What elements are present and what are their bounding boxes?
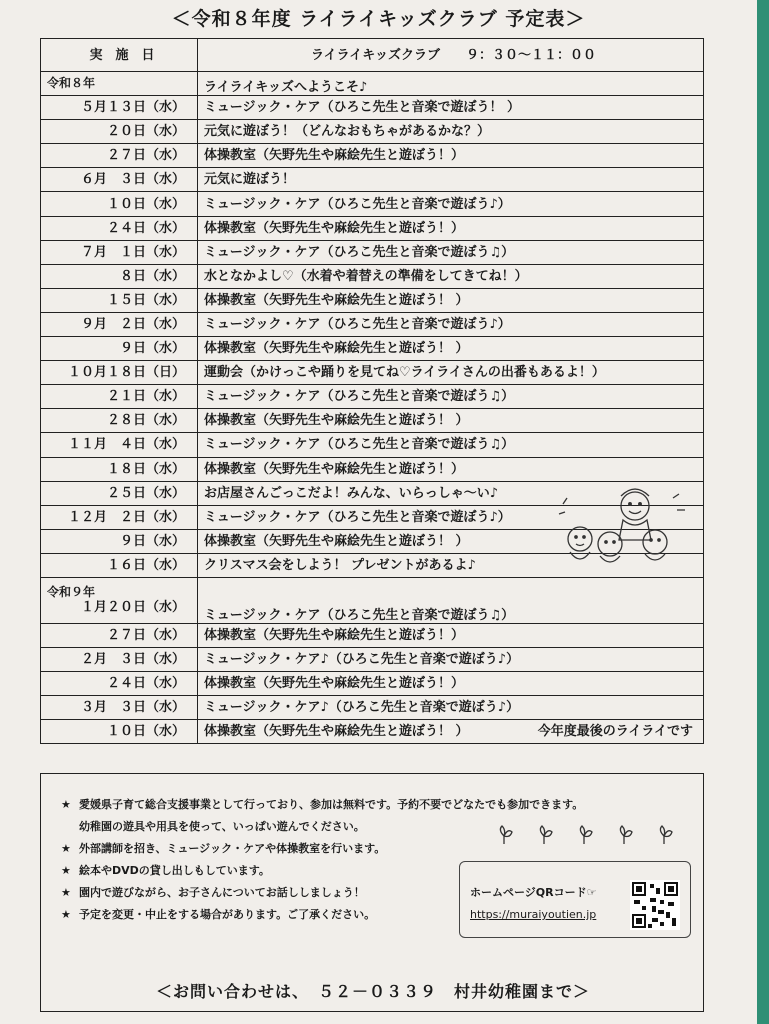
date-text: ９日（水） (119, 533, 185, 549)
event-cell (198, 72, 704, 96)
date-text: ３月 ３日（水） (80, 700, 185, 716)
date-text: ２月 ３日（水） (80, 652, 185, 668)
star-icon: ★ (61, 864, 71, 877)
date-text: １５日（水） (106, 292, 185, 308)
date-text: ８日（水） (119, 268, 185, 284)
date-cell (41, 72, 198, 96)
event-cell (198, 409, 704, 433)
date-cell (41, 96, 198, 120)
date-cell (41, 623, 198, 647)
date-cell (41, 505, 198, 529)
event-cell (198, 433, 704, 457)
star-icon: ★ (61, 842, 71, 855)
header-date: 実 施 日 (41, 39, 198, 72)
event-cell (198, 457, 704, 481)
table-row (41, 192, 704, 216)
date-text: １８日（水） (106, 461, 185, 477)
table-header-row (41, 39, 704, 72)
table-row (41, 240, 704, 264)
date-text: １１月 ４日（水） (67, 437, 185, 453)
event-cell (198, 120, 704, 144)
date-text: ２４日（水） (106, 220, 185, 236)
era-label: 令和９年 (47, 585, 96, 600)
event-text: お店屋さんごっこだよ！みんな、いらっしゃ～い♪ (204, 485, 499, 501)
table-row (41, 120, 704, 144)
event-text: ライライキッズへようこそ♪ (204, 80, 368, 96)
date-cell (41, 577, 198, 623)
table-row (41, 409, 704, 433)
homepage-link[interactable]: https://muraiyoutien.jp (470, 908, 597, 921)
event-text: 水となかよし♡（水着や着替えの準備をしてきてね！） (204, 268, 528, 284)
header-event: ライライキッズクラブ ９：３０～１１：００ (198, 39, 704, 72)
event-cell (198, 168, 704, 192)
date-text: １０日（水） (106, 196, 185, 212)
event-cell (198, 192, 704, 216)
table-row (41, 457, 704, 481)
table-row (41, 720, 704, 744)
date-cell (41, 385, 198, 409)
flower-doodles-icon (496, 824, 686, 850)
date-cell (41, 337, 198, 361)
note-text: 幼稚園の遊具や用具を使って、いっぱい遊んでください。 (79, 820, 365, 833)
date-cell (41, 192, 198, 216)
date-cell (41, 216, 198, 240)
date-cell (41, 648, 198, 672)
event-text: 体操教室（矢野先生や麻絵先生と遊ぼう！） (204, 676, 465, 692)
event-text: ミュージック・ケア（ひろこ先生と音楽で遊ぼう♪） (204, 196, 511, 212)
event-cell (198, 288, 704, 312)
star-icon: ★ (61, 908, 71, 921)
date-cell (41, 457, 198, 481)
date-text: ２８日（水） (106, 413, 185, 429)
event-cell (198, 672, 704, 696)
star-icon: ★ (61, 886, 71, 899)
table-row (41, 433, 704, 457)
date-text: １２月 ２日（水） (67, 509, 185, 525)
event-text: ミュージック・ケア（ひろこ先生と音楽で遊ぼう！ ） (204, 100, 521, 116)
table-row (41, 312, 704, 336)
table-row (41, 337, 704, 361)
table-row (41, 216, 704, 240)
date-cell (41, 312, 198, 336)
final-session-note: 今年度最後のライライです (537, 724, 693, 740)
date-cell (41, 553, 198, 577)
event-text: ミュージック・ケア（ひろこ先生と音楽で遊ぼう♫） (204, 437, 515, 453)
event-text: 体操教室（矢野先生や麻絵先生と遊ぼう！ ） (204, 413, 469, 429)
star-icon: ★ (61, 798, 71, 811)
event-cell (198, 312, 704, 336)
notes-box (40, 773, 704, 1012)
event-cell (198, 216, 704, 240)
date-text: ２７日（水） (106, 148, 185, 164)
qr-label: ホームページQRコード☞ (470, 886, 597, 899)
table-row (41, 144, 704, 168)
event-text: 体操教室（矢野先生や麻絵先生と遊ぼう！） (204, 628, 465, 644)
table-row (41, 696, 704, 720)
date-text: １０月１８日（日） (67, 365, 185, 381)
note-text: 園内で遊びながら、お子さんについてお話ししましょう！ (79, 886, 365, 899)
event-text: ミュージック・ケア（ひろこ先生と音楽で遊ぼう♫） (204, 389, 515, 405)
contact-footer: ＜お問い合わせは、 ５２－０３３９ 村井幼稚園まで＞ (155, 982, 590, 1001)
date-text: ９日（水） (119, 341, 185, 357)
date-cell (41, 672, 198, 696)
event-cell (198, 696, 704, 720)
note-item (61, 794, 701, 816)
table-row (41, 577, 704, 623)
event-cell (198, 720, 704, 744)
schedule-table (40, 38, 704, 744)
table-row (41, 168, 704, 192)
event-cell (198, 337, 704, 361)
qr-code-icon[interactable] (630, 880, 680, 930)
table-row (41, 385, 704, 409)
table-row (41, 361, 704, 385)
event-text: 体操教室（矢野先生や麻絵先生と遊ぼう！ ） (204, 533, 469, 549)
date-text: １６日（水） (106, 557, 185, 573)
event-text: 体操教室（矢野先生や麻絵先生と遊ぼう！ ） (204, 292, 469, 308)
date-text: ６月 ３日（水） (80, 172, 185, 188)
event-cell (198, 648, 704, 672)
date-cell (41, 264, 198, 288)
table-row (41, 623, 704, 647)
background-edge (757, 0, 769, 1024)
event-text: 元気に遊ぼう！（どんなおもちゃがあるかな？） (204, 124, 491, 140)
event-text: ミュージック・ケア（ひろこ先生と音楽で遊ぼう♪） (204, 509, 511, 525)
table-row (41, 264, 704, 288)
date-cell (41, 240, 198, 264)
event-cell (198, 240, 704, 264)
qr-panel (459, 861, 691, 938)
event-text: ミュージック・ケア（ひろこ先生と音楽で遊ぼう♫） (204, 607, 515, 623)
date-cell (41, 361, 198, 385)
event-text: ミュージック・ケア（ひろこ先生と音楽で遊ぼう♫） (204, 244, 515, 260)
date-cell (41, 433, 198, 457)
event-cell (198, 264, 704, 288)
event-text: 体操教室（矢野先生や麻絵先生と遊ぼう！ ） (204, 341, 469, 357)
note-text: 愛媛県子育て総合支援事業として行っており、参加は無料です。予約不要でどなたでも参加できます。 (79, 798, 584, 811)
note-text: 予定を変更・中止をする場合があります。ご了承ください。 (79, 908, 376, 921)
table-row (41, 288, 704, 312)
date-cell (41, 696, 198, 720)
date-cell (41, 529, 198, 553)
date-text: ５月１３日（水） (80, 100, 185, 116)
event-text: 体操教室（矢野先生や麻絵先生と遊ぼう！） (204, 148, 465, 164)
event-cell (198, 385, 704, 409)
date-text: ２５日（水） (106, 485, 185, 501)
page-title: ＜令和８年度 ライライキッズクラブ 予定表＞ (171, 8, 586, 30)
date-text: ２０日（水） (106, 124, 185, 140)
children-illustration (555, 484, 695, 574)
event-text: ミュージック・ケア（ひろこ先生と音楽で遊ぼう♪） (204, 316, 511, 332)
event-cell (198, 623, 704, 647)
table-row (41, 96, 704, 120)
event-text: 体操教室（矢野先生や麻絵先生と遊ぼう！） (204, 461, 465, 477)
date-cell (41, 720, 198, 744)
date-text: ２７日（水） (106, 628, 185, 644)
date-cell (41, 144, 198, 168)
event-text: 体操教室（矢野先生や麻絵先生と遊ぼう！） (204, 220, 465, 236)
date-text: ７月 １日（水） (80, 244, 185, 260)
date-cell (41, 120, 198, 144)
date-cell (41, 481, 198, 505)
table-row (41, 72, 704, 96)
event-text: 運動会（かけっこや踊りを見てね♡ライライさんの出番もあるよ！） (204, 365, 605, 381)
event-text: ミュージック・ケア♪（ひろこ先生と音楽で遊ぼう♪） (204, 700, 520, 716)
date-cell (41, 409, 198, 433)
date-text: １０日（水） (106, 724, 185, 740)
event-text: 元気に遊ぼう！ (204, 172, 296, 188)
event-cell (198, 144, 704, 168)
table-row (41, 672, 704, 696)
era-label: 令和８年 (47, 76, 96, 91)
event-text: 体操教室（矢野先生や麻絵先生と遊ぼう！ ） (204, 724, 469, 740)
date-text: １月２０日（水） (80, 600, 185, 616)
date-text: ９月 ２日（水） (80, 316, 185, 332)
event-text: クリスマス会をしよう！ プレゼントがあるよ♪ (204, 557, 476, 573)
event-cell (198, 361, 704, 385)
event-cell (198, 577, 704, 623)
date-text: ２４日（水） (106, 676, 185, 692)
note-text: 絵本やDVDの貸し出しもしています。 (79, 864, 270, 877)
date-cell (41, 168, 198, 192)
event-text: ミュージック・ケア♪（ひろこ先生と音楽で遊ぼう♪） (204, 652, 520, 668)
event-cell (198, 96, 704, 120)
table-row (41, 648, 704, 672)
date-text: ２１日（水） (106, 389, 185, 405)
date-cell (41, 288, 198, 312)
note-text: 外部講師を招き、ミュージック・ケアや体操教室を行います。 (79, 842, 386, 855)
